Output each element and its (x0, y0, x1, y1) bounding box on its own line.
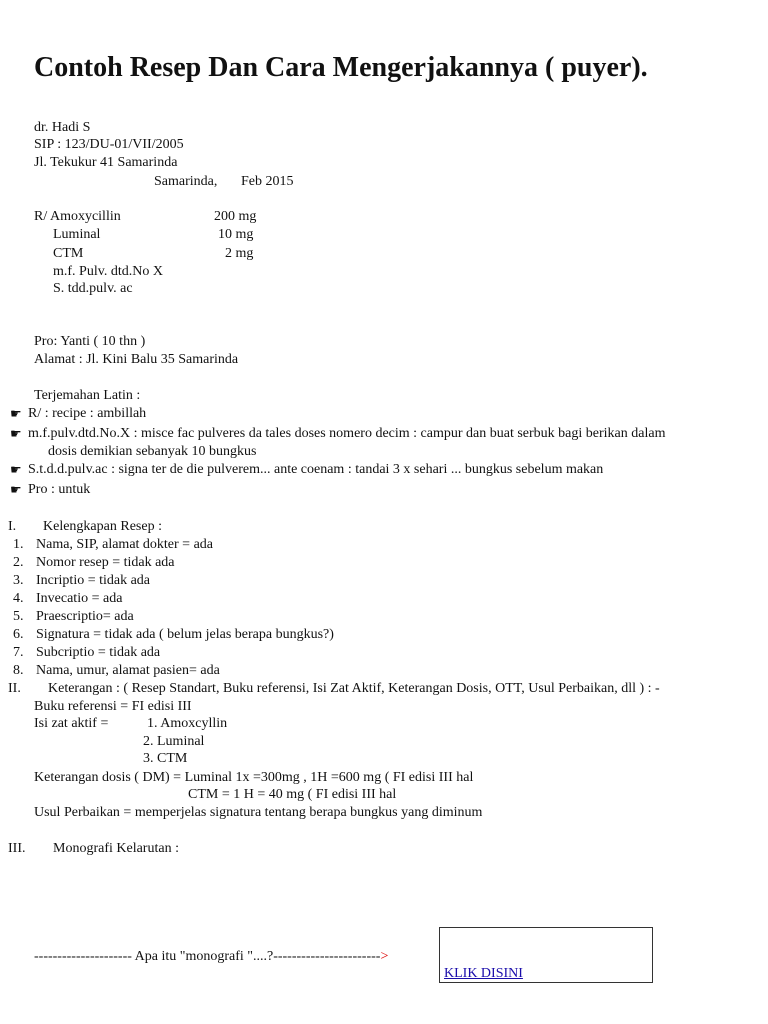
list-number: 1. (13, 537, 24, 552)
pointing-hand-icon: ☛ (10, 426, 22, 441)
page-title: Contoh Resep Dan Cara Mengerjakannya ( puyer). (34, 52, 648, 83)
translation-item: m.f.pulv.dtd.No.X : misce fac pulveres da tales doses nomero decim : campur dan buat serbuk bagi berikan dalam (28, 426, 666, 441)
pointing-hand-icon: ☛ (10, 462, 22, 477)
active-ingredient-label: Isi zat aktif = (34, 716, 109, 731)
list-number: 3. (13, 573, 24, 588)
active-ingredient-item: 1. Amoxcyllin (147, 716, 228, 731)
rx-item-dose: 2 mg (225, 246, 254, 261)
section-number: I. (8, 519, 17, 534)
list-number: 6. (13, 627, 24, 642)
doctor-sip: SIP : 123/DU-01/VII/2005 (34, 137, 184, 152)
rx-mf: m.f. Pulv. dtd.No X (53, 264, 163, 279)
list-item: Subcriptio = tidak ada (36, 645, 161, 660)
dose-info: Keterangan dosis ( DM) = Luminal 1x =300mg , 1H =600 mg ( FI edisi III hal (34, 770, 474, 785)
reference-book: Buku referensi = FI edisi III (34, 699, 192, 714)
list-item: Signatura = tidak ada ( belum jelas berapa bungkus?) (36, 627, 334, 642)
translation-item: S.t.d.d.pulv.ac : signa ter de die pulverem... ante coenam : tandai 3 x sehari ... bungkus sebelum makan (28, 462, 604, 477)
active-ingredient-item: 2. Luminal (143, 734, 205, 749)
translation-item: dosis demikian sebanyak 10 bungkus (48, 444, 257, 459)
rx-item-dose: 200 mg (214, 209, 257, 224)
section-number: II. (8, 681, 21, 696)
click-here-link[interactable]: KLIK DISINI (444, 966, 523, 981)
list-item: Incriptio = tidak ada (36, 573, 151, 588)
section-number: III. (8, 841, 26, 856)
rx-item-name: CTM (53, 246, 84, 261)
dose-info: CTM = 1 H = 40 mg ( FI edisi III hal (188, 787, 397, 802)
rx-item-name: R/ Amoxycillin (34, 209, 121, 224)
prescription-date: Feb 2015 (241, 174, 294, 189)
improvement-suggestion: Usul Perbaikan = memperjelas signatura tentang berapa bungkus yang diminum (34, 805, 483, 820)
translation-heading: Terjemahan Latin : (34, 388, 141, 403)
arrow-right-icon: > (380, 949, 389, 964)
section-heading: Monografi Kelarutan : (53, 841, 179, 856)
section-heading: Keterangan : ( Resep Standart, Buku referensi, Isi Zat Aktif, Keterangan Dosis, OTT, Usul Perbaikan, dll ) : - (48, 681, 660, 696)
list-number: 7. (13, 645, 24, 660)
list-item: Nama, umur, alamat pasien= ada (36, 663, 220, 678)
prescription-city: Samarinda, (154, 174, 218, 189)
list-item: Invecatio = ada (36, 591, 123, 606)
pointing-hand-icon: ☛ (10, 482, 22, 497)
patient-pro: Pro: Yanti ( 10 thn ) (34, 334, 146, 349)
monograph-prompt-text: --------------------- Apa itu "monografi "....?----------------------- (34, 949, 381, 964)
translation-item: Pro : untuk (28, 482, 91, 497)
list-number: 2. (13, 555, 24, 570)
list-number: 5. (13, 609, 24, 624)
list-item: Praescriptio= ada (36, 609, 134, 624)
rx-signa: S. tdd.pulv. ac (53, 281, 133, 296)
section-heading: Kelengkapan Resep : (43, 519, 162, 534)
patient-address: Alamat : Jl. Kini Balu 35 Samarinda (34, 352, 239, 367)
list-number: 8. (13, 663, 24, 678)
rx-item-name: Luminal (53, 227, 101, 242)
active-ingredient-item: 3. CTM (143, 751, 188, 766)
rx-item-dose: 10 mg (218, 227, 254, 242)
list-item: Nama, SIP, alamat dokter = ada (36, 537, 214, 552)
doctor-name: dr. Hadi S (34, 120, 91, 135)
doctor-address: Jl. Tekukur 41 Samarinda (34, 155, 178, 170)
pointing-hand-icon: ☛ (10, 406, 22, 421)
monograph-prompt (34, 948, 388, 966)
translation-item: R/ : recipe : ambillah (28, 406, 147, 421)
list-number: 4. (13, 591, 24, 606)
list-item: Nomor resep = tidak ada (36, 555, 175, 570)
